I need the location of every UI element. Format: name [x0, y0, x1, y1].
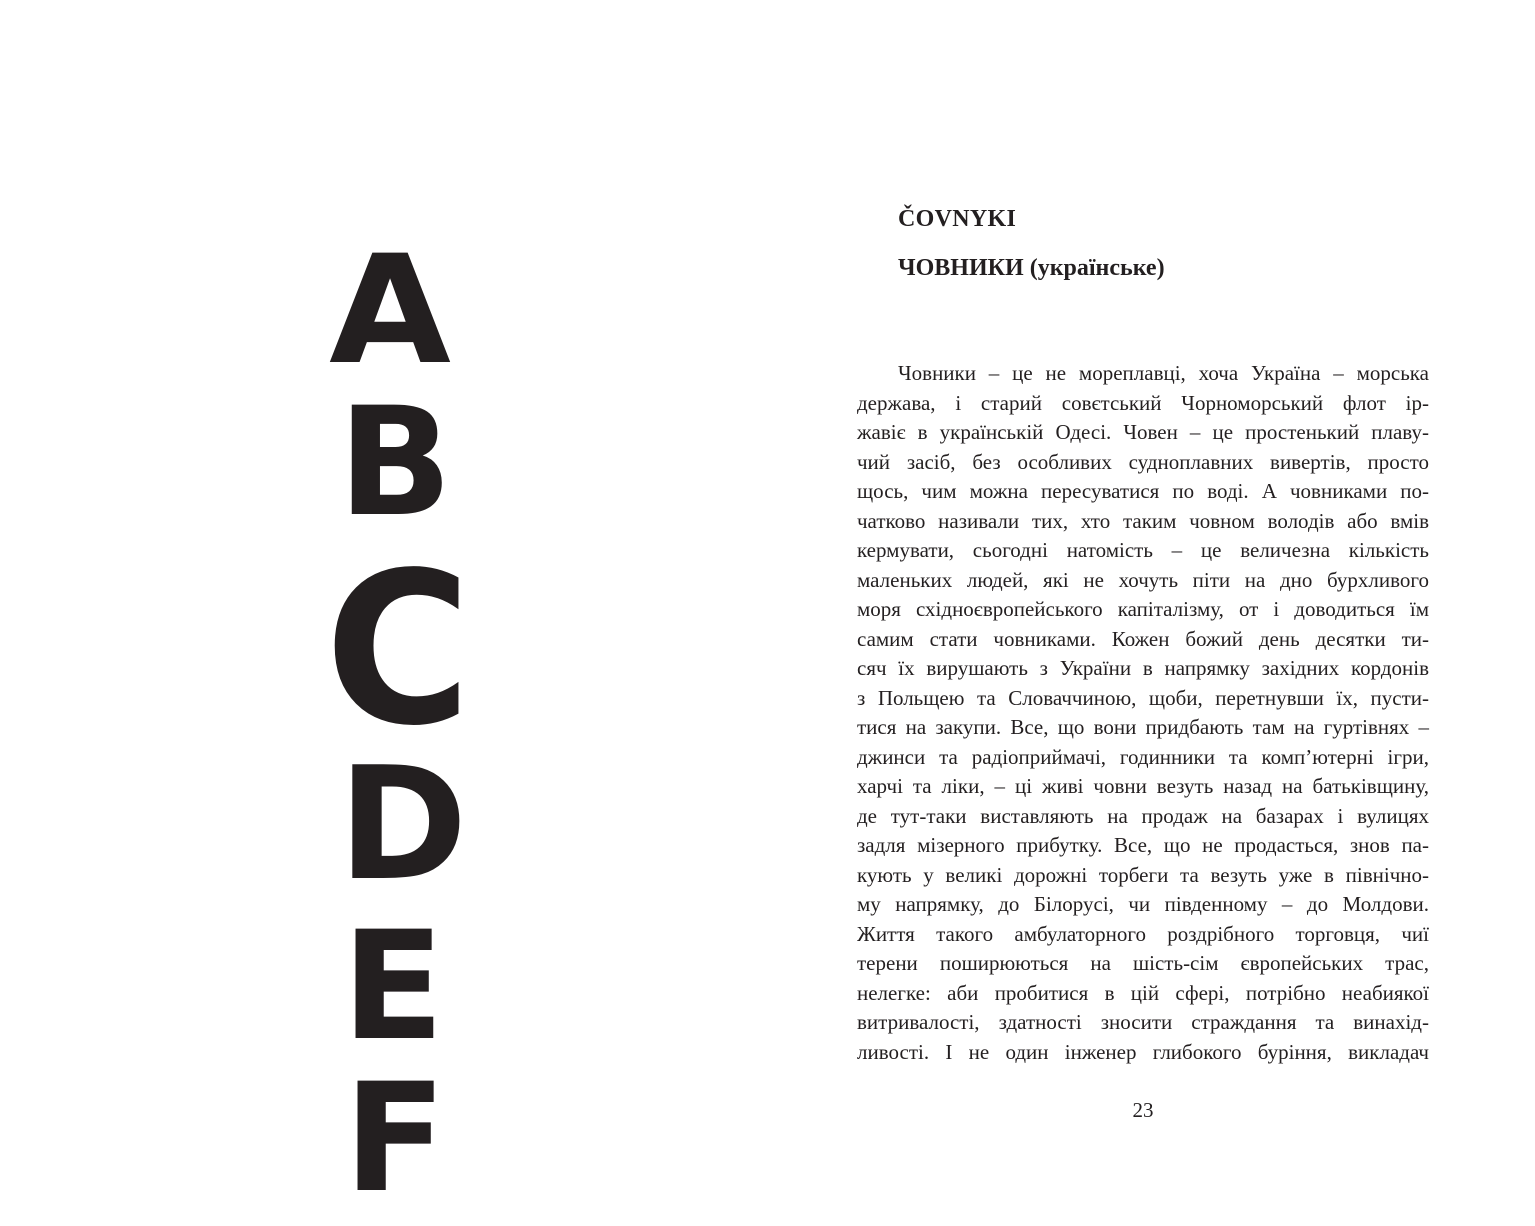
entry-title-ukrainian: ЧОВНИКИ (українське)	[898, 255, 1165, 281]
body-line: чий засіб, без особливих судноплавних вивертів, просто	[857, 449, 1429, 474]
alphabet-column	[0, 0, 700, 1226]
body-line: Життя такого амбулаторного роздрібного торговця, чиї	[857, 921, 1429, 946]
body-line: нелегке: аби пробитися в цій сфері, потрібно неабиякої	[857, 980, 1429, 1005]
body-line: кують у великі дорожні торбеги та везуть уже в північно-	[857, 862, 1429, 887]
entry-title-latin: ČOVNYKI	[898, 206, 1017, 232]
decorative-letter-e: E	[341, 900, 445, 1074]
body-line: маленьких людей, які не хочуть піти на дно бурхливого	[857, 567, 1429, 592]
body-line: сяч їх вирушають з України в напрямку західних кордонів	[857, 656, 1429, 680]
decorative-letter-a: A	[329, 224, 451, 398]
body-line: самим стати човниками. Кожен божий день десятки ти-	[857, 626, 1429, 651]
page-number: 23	[1132, 1098, 1154, 1122]
body-line: жавіє в українській Одесі. Човен – це простенький плаву-	[857, 420, 1429, 444]
body-line: харчі та ліки, – ці живі човни везуть назад на батьківщину,	[857, 774, 1429, 798]
body-line: чатково називали тих, хто таким човном володів або вмів	[857, 508, 1429, 533]
body-line: тися на закупи. Все, що вони придбають там на гуртівнях –	[857, 715, 1429, 739]
body-line: де тут-таки виставляють на продаж на базарах і вулицях	[857, 803, 1429, 828]
body-line: щось, чим можна пересуватися по воді. А човниками по-	[857, 479, 1429, 503]
body-line: Човники – це не мореплавці, хоча Україна – морська	[898, 361, 1429, 385]
body-line: джинси та радіоприймачі, годинники та комп’ютерні ігри,	[857, 744, 1429, 769]
body-line: кермувати, сьогодні натомість – це величезна кількість	[857, 538, 1429, 562]
decorative-letter-b: B	[338, 376, 453, 550]
decorative-letter-f: F	[343, 1052, 447, 1226]
body-line: моря східноєвропейського капіталізму, от і доводиться їм	[857, 597, 1429, 621]
body-line: витривалості, здатності зносити страждання та винахід-	[857, 1010, 1429, 1034]
decorative-letter-d: D	[338, 733, 468, 915]
body-line: терени поширюються на шість-сім європейських трас,	[857, 951, 1429, 975]
body-line: держава, і старий совєтський Чорноморський флот ір-	[857, 390, 1429, 415]
decorative-letter-c: C	[324, 527, 472, 772]
body-line: ливості. І не один інженер глибокого буріння, викладач	[857, 1039, 1429, 1064]
body-line: му напрямку, до Білорусі, чи південному – до Молдови.	[857, 892, 1429, 916]
body-line: з Польщею та Словаччиною, щоби, перетнувши їх, пусти-	[857, 685, 1429, 710]
body-line: задля мізерного прибутку. Все, що не продасться, знов па-	[857, 833, 1429, 857]
entry-body	[857, 359, 1429, 1067]
